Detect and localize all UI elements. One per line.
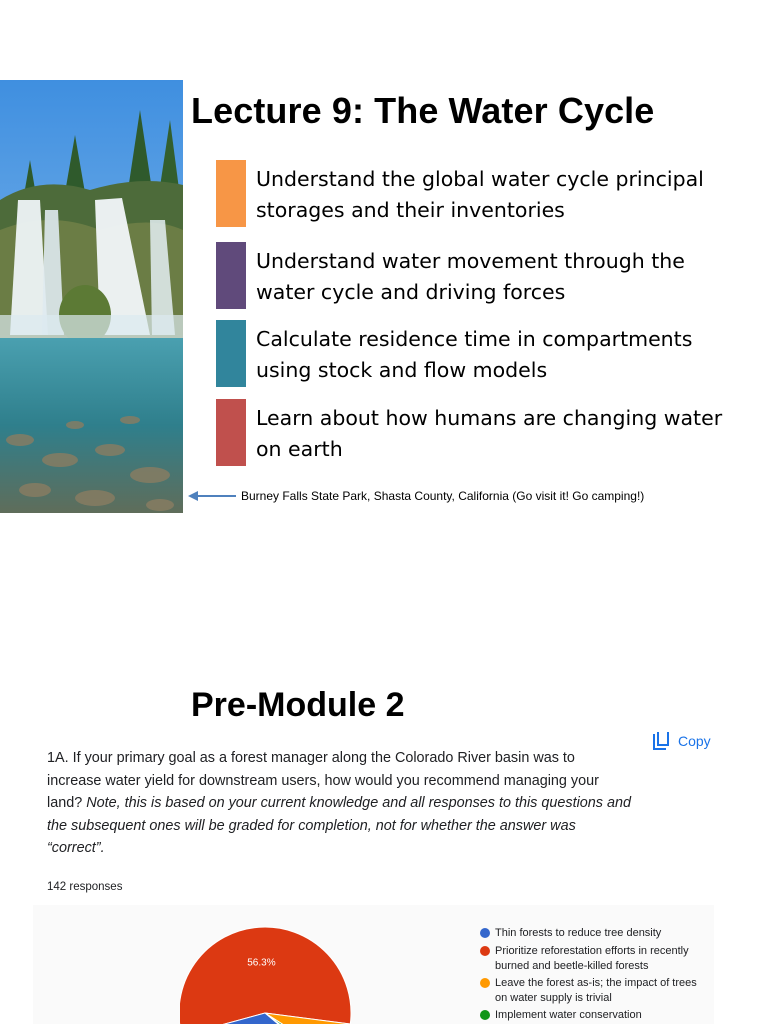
objective-3-color-bar xyxy=(216,320,246,387)
pie-slice-label-1: 56.3% xyxy=(247,957,276,969)
lecture-title: Lecture 9: The Water Cycle xyxy=(191,90,655,131)
copy-button[interactable] xyxy=(652,730,711,752)
legend-label: Leave the forest as-is; the impact of trees on water supply is trivial xyxy=(495,977,697,1004)
response-count: 142 responses xyxy=(47,881,123,893)
legend-swatch xyxy=(480,1010,490,1020)
objective-1-text: Understand the global water cycle principal storages and their inventories xyxy=(256,167,704,222)
pie-slice-1 xyxy=(180,927,351,1024)
photo-caption: Burney Falls State Park, Shasta County, California (Go visit it! Go camping!) xyxy=(241,489,645,503)
legend-item-thin-forests[interactable] xyxy=(480,926,710,941)
copy-label: Copy xyxy=(678,733,711,749)
legend-item-water-conservation[interactable] xyxy=(480,1008,710,1023)
question-note-text: Note, this is based on your current knowledge and all responses to this questions and the subsequent ones will be graded for completion, not for whether the answer was “correct”. xyxy=(47,795,631,856)
legend-label: Implement water conservation xyxy=(495,1009,642,1021)
left-arrow-icon xyxy=(188,489,238,503)
objective-1-color-bar xyxy=(216,160,246,227)
legend-swatch xyxy=(480,928,490,938)
legend-label: Thin forests to reduce tree density xyxy=(495,927,662,939)
waterfall-photo xyxy=(0,80,183,513)
question-text xyxy=(47,747,632,860)
objective-4-color-bar xyxy=(216,399,246,466)
legend-label: Prioritize reforestation efforts in recently burned and beetle-killed forests xyxy=(495,945,689,972)
question-main-text: 1A. If your primary goal as a forest manager along the Colorado River basin was to increase water yield for downstream users, how would you recommend managing your land? xyxy=(47,750,599,811)
objective-2-text: Understand water movement through the water cycle and driving forces xyxy=(256,249,685,304)
premodule-title: Pre-Module 2 xyxy=(191,686,405,724)
objective-4-text: Learn about how humans are changing water on earth xyxy=(256,406,723,461)
legend-item-leave-as-is[interactable] xyxy=(480,976,710,1006)
legend-item-reforestation[interactable] xyxy=(480,944,710,974)
copy-icon xyxy=(652,731,670,751)
objective-3-text: Calculate residence time in compartments using stock and flow models xyxy=(256,327,693,382)
pie-chart xyxy=(180,918,370,1024)
legend-swatch xyxy=(480,946,490,956)
legend-swatch xyxy=(480,978,490,988)
objective-2-color-bar xyxy=(216,242,246,309)
